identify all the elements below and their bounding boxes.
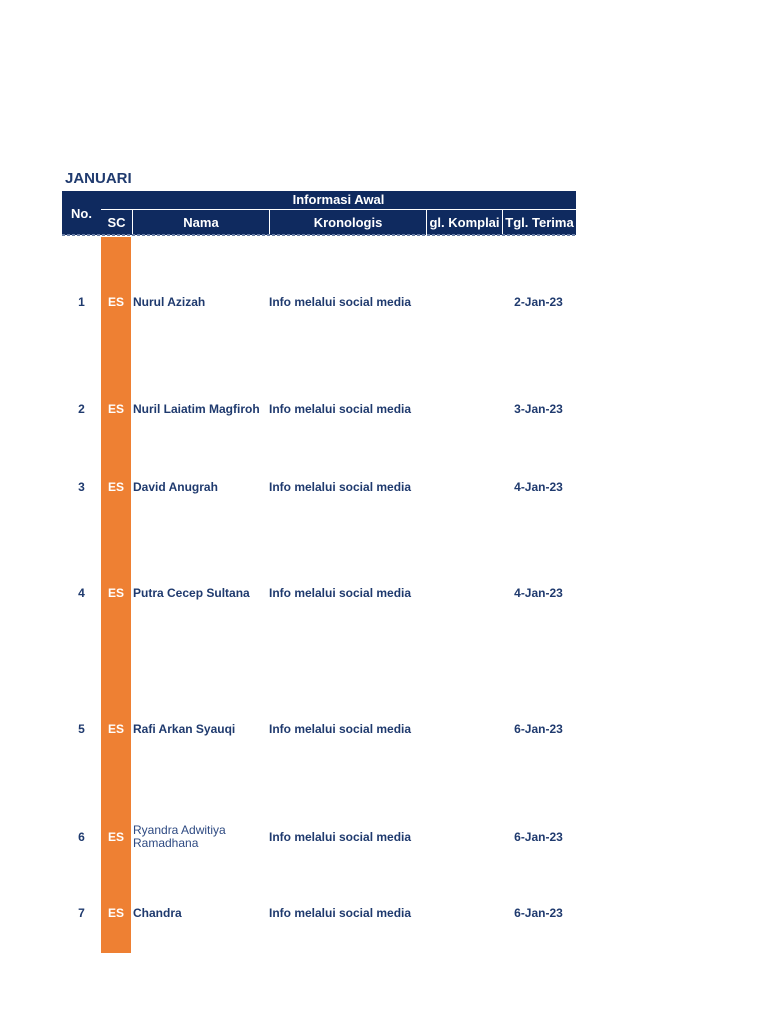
header-underline: [62, 234, 576, 236]
row-nama: Rafi Arkan Syauqi: [133, 722, 236, 736]
header-tgl-terima: Tgl. Terima: [502, 210, 576, 235]
row-sc: ES: [107, 480, 124, 494]
row-nama: Chandra: [133, 906, 182, 920]
row-tgl-terima: 4-Jan-23: [514, 586, 563, 600]
header-no: No.: [62, 191, 101, 235]
row-tgl-terima: 6-Jan-23: [514, 830, 563, 844]
header-tgl-komplain: gl. Komplai: [426, 210, 502, 235]
row-tgl-terima: 3-Jan-23: [514, 402, 563, 416]
row-kronologis: Info melalui social media: [269, 295, 412, 309]
row-kronologis: Info melalui social media: [269, 906, 412, 920]
row-tgl-terima: 6-Jan-23: [514, 722, 563, 736]
row-nama: Ryandra Adwitiya Ramadhana: [133, 823, 226, 850]
row-kronologis: Info melalui social media: [269, 722, 412, 736]
row-sc: ES: [107, 586, 124, 600]
row-sc: ES: [107, 830, 124, 844]
row-kronologis: Info melalui social media: [269, 830, 412, 844]
row-tgl-terima: 6-Jan-23: [514, 906, 563, 920]
row-sc: ES: [107, 722, 124, 736]
header-columns: [101, 209, 576, 235]
row-number: 2: [78, 402, 85, 416]
header-sc: SC: [107, 215, 126, 230]
row-tgl-terima: 4-Jan-23: [514, 480, 563, 494]
row-number: 4: [78, 586, 85, 600]
row-number: 1: [78, 295, 85, 309]
header-nama: Nama: [132, 210, 269, 235]
row-nama: Nurul Azizah: [133, 295, 206, 309]
row-tgl-terima: 2-Jan-23: [514, 295, 563, 309]
row-sc: ES: [107, 295, 124, 309]
row-sc: ES: [107, 906, 124, 920]
header-informasi-awal: Informasi Awal: [101, 191, 576, 209]
row-sc: ES: [107, 402, 124, 416]
row-number: 7: [78, 906, 85, 920]
row-number: 5: [78, 722, 85, 736]
row-nama: Putra Cecep Sultana: [133, 586, 250, 600]
row-nama: Nuril Laiatim Magfiroh: [133, 402, 260, 416]
row-nama: David Anugrah: [133, 480, 218, 494]
row-kronologis: Info melalui social media: [269, 480, 412, 494]
row-number: 3: [78, 480, 85, 494]
row-number: 6: [78, 830, 85, 844]
month-title: JANUARI: [65, 170, 132, 187]
row-kronologis: Info melalui social media: [269, 402, 412, 416]
row-kronologis: Info melalui social media: [269, 586, 412, 600]
header-kronologis: Kronologis: [269, 210, 426, 235]
